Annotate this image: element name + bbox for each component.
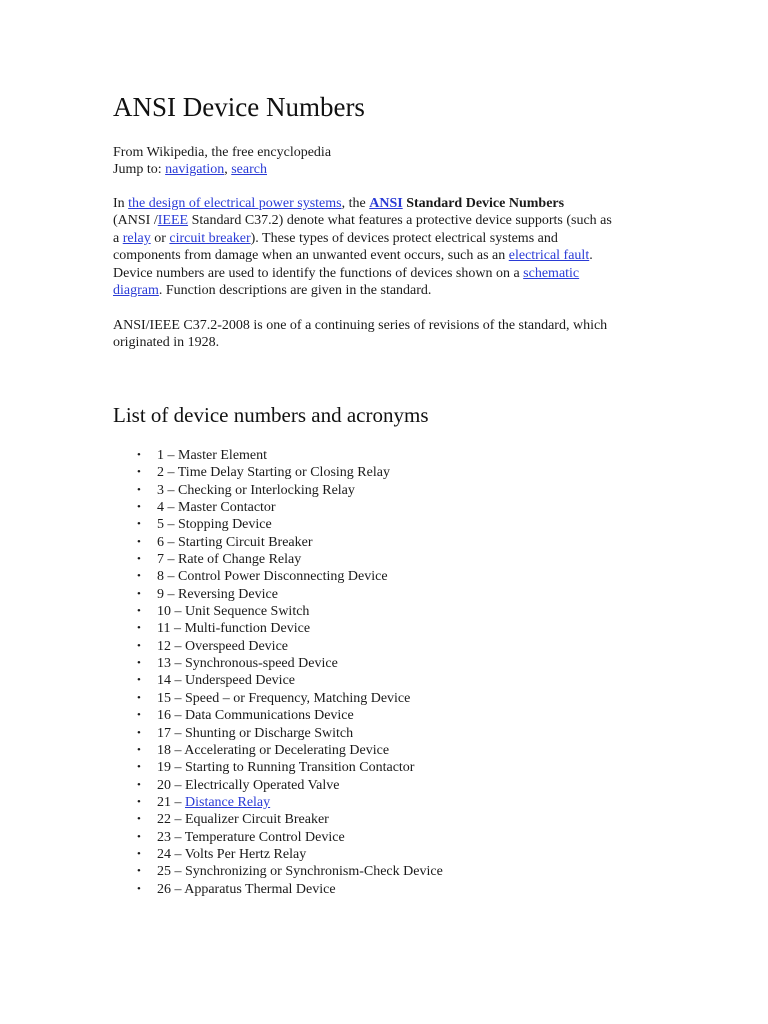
relay-link[interactable]: relay xyxy=(122,230,151,246)
list-item xyxy=(137,794,443,811)
list-item xyxy=(137,551,443,568)
bullet-icon: • xyxy=(137,726,141,739)
circuit-breaker-link[interactable]: circuit breaker xyxy=(169,230,251,246)
list-item xyxy=(137,499,443,516)
intro-line-4 xyxy=(113,247,658,264)
revision-line-1: ANSI/IEEE C37.2-2008 is one of a continuing series of revisions of the standard, which xyxy=(113,318,608,333)
device-label: 17 – Shunting or Discharge Switch xyxy=(157,725,354,741)
list-item xyxy=(137,881,443,898)
intro-text: Device numbers are used to identify the functions of devices shown on a xyxy=(113,265,524,281)
device-link[interactable]: Distance Relay xyxy=(185,794,271,810)
design-power-systems-link[interactable]: the design of electrical power systems xyxy=(128,196,342,211)
bullet-icon: • xyxy=(137,605,141,618)
ieee-link[interactable]: IEEE xyxy=(157,213,189,229)
bullet-icon: • xyxy=(137,743,141,756)
bullet-icon: • xyxy=(137,570,141,583)
schematic-diagram-link[interactable]: schematic xyxy=(523,265,580,281)
article-meta xyxy=(113,144,331,178)
list-item xyxy=(137,829,443,846)
revision-paragraph xyxy=(113,317,607,352)
bullet-icon: • xyxy=(137,691,141,704)
list-item xyxy=(137,672,443,689)
intro-line-1 xyxy=(113,195,658,212)
device-label: 19 – Starting to Running Transition Contactor xyxy=(157,760,415,776)
bullet-icon: • xyxy=(137,483,141,496)
device-label: 15 – Speed – or Frequency, Matching Device xyxy=(157,690,411,706)
device-label: 8 – Control Power Disconnecting Device xyxy=(157,569,388,585)
list-item xyxy=(137,603,443,620)
list-item xyxy=(137,482,443,499)
bullet-icon: • xyxy=(137,639,141,652)
list-item xyxy=(137,638,443,655)
bullet-icon: • xyxy=(137,657,141,670)
device-list xyxy=(135,447,443,898)
intro-text: or xyxy=(150,230,170,246)
list-item xyxy=(137,725,443,742)
standard-device-numbers-term: Standard Device Numbers xyxy=(402,196,565,211)
source-line: From Wikipedia, the free encyclopedia xyxy=(113,145,332,160)
list-item xyxy=(137,586,443,603)
device-label: 2 – Time Delay Starting or Closing Relay xyxy=(157,465,390,481)
section-heading: List of device numbers and acronyms xyxy=(113,403,429,427)
device-label: 26 – Apparatus Thermal Device xyxy=(157,881,336,897)
list-item xyxy=(137,759,443,776)
device-label: 5 – Stopping Device xyxy=(157,517,272,533)
bullet-icon: • xyxy=(137,882,141,895)
device-label: 3 – Checking or Interlocking Relay xyxy=(157,482,355,498)
list-item xyxy=(137,777,443,794)
device-label: 25 – Synchronizing or Synchronism-Check Device xyxy=(157,864,443,880)
jump-to-line xyxy=(113,161,331,178)
device-label: 21 – xyxy=(157,794,185,810)
device-label: 13 – Synchronous-speed Device xyxy=(157,656,338,672)
ansi-link[interactable]: ANSI xyxy=(369,196,403,211)
device-label: 22 – Equalizer Circuit Breaker xyxy=(157,812,329,828)
list-item xyxy=(137,534,443,551)
bullet-icon: • xyxy=(137,449,141,461)
intro-line-2 xyxy=(113,212,658,229)
bullet-icon: • xyxy=(137,830,141,843)
list-item xyxy=(137,690,443,707)
device-label: 7 – Rate of Change Relay xyxy=(157,552,302,568)
bullet-icon: • xyxy=(137,709,141,722)
device-label: 12 – Overspeed Device xyxy=(157,638,289,654)
device-label: 6 – Starting Circuit Breaker xyxy=(157,534,313,550)
list-item xyxy=(137,742,443,759)
device-label: 9 – Reversing Device xyxy=(157,586,278,602)
bullet-icon: • xyxy=(137,795,141,808)
device-label: 1 – Master Element xyxy=(157,448,268,463)
bullet-icon: • xyxy=(137,587,141,600)
list-item xyxy=(137,516,443,533)
device-label: 4 – Master Contactor xyxy=(157,500,276,516)
device-label: 14 – Underspeed Device xyxy=(157,673,296,689)
bullet-icon: • xyxy=(137,865,141,878)
bullet-icon: • xyxy=(137,622,141,635)
device-label: 20 – Electrically Operated Valve xyxy=(157,777,340,793)
revision-line-2: originated in 1928. xyxy=(113,335,220,351)
bullet-icon: • xyxy=(137,535,141,548)
schematic-diagram-link-cont[interactable]: diagram xyxy=(113,283,159,299)
list-item xyxy=(137,620,443,637)
intro-paragraph xyxy=(113,195,658,299)
intro-line-6 xyxy=(113,282,658,299)
bullet-icon: • xyxy=(137,847,141,860)
list-item xyxy=(137,568,443,585)
jump-to-label: Jump to: xyxy=(113,162,166,177)
intro-text: . xyxy=(589,248,593,264)
bullet-icon: • xyxy=(137,518,141,531)
list-item xyxy=(137,863,443,880)
intro-text: ). These types of devices protect electrical systems and xyxy=(250,230,558,246)
bullet-icon: • xyxy=(137,778,141,791)
device-label: 18 – Accelerating or Decelerating Device xyxy=(157,742,390,758)
device-label: 24 – Volts Per Hertz Relay xyxy=(157,846,307,862)
device-label: 10 – Unit Sequence Switch xyxy=(157,604,310,620)
intro-line-5 xyxy=(113,265,658,282)
bullet-icon: • xyxy=(137,761,141,774)
bullet-icon: • xyxy=(137,466,141,479)
list-item xyxy=(137,846,443,863)
device-label: 11 – Multi-function Device xyxy=(157,621,311,637)
page-title: ANSI Device Numbers xyxy=(113,92,365,122)
search-link[interactable]: search xyxy=(231,162,267,177)
list-item xyxy=(137,464,443,481)
list-item xyxy=(137,655,443,672)
intro-text: a xyxy=(113,230,123,246)
bullet-icon: • xyxy=(137,813,141,826)
device-label: 16 – Data Communications Device xyxy=(157,708,354,724)
electrical-fault-link[interactable]: electrical fault xyxy=(508,248,590,264)
navigation-link[interactable]: navigation xyxy=(165,162,225,177)
intro-text: , the xyxy=(341,196,370,211)
intro-text: . Function descriptions are given in the standard. xyxy=(158,283,432,299)
intro-text: (ANSI / xyxy=(113,213,158,229)
list-item xyxy=(137,447,443,464)
intro-line-3 xyxy=(113,230,658,247)
bullet-icon: • xyxy=(137,501,141,514)
list-item xyxy=(137,707,443,724)
list-item xyxy=(137,811,443,828)
intro-text: components from damage when an unwanted event occurs, such as an xyxy=(113,248,509,264)
bullet-icon: • xyxy=(137,553,141,566)
intro-text: Standard C37.2) denote what features a protective device supports (such as xyxy=(188,213,612,229)
jump-to-separator: , xyxy=(224,162,232,177)
bullet-icon: • xyxy=(137,674,141,687)
device-label: 23 – Temperature Control Device xyxy=(157,829,345,845)
intro-text: In xyxy=(113,196,129,211)
